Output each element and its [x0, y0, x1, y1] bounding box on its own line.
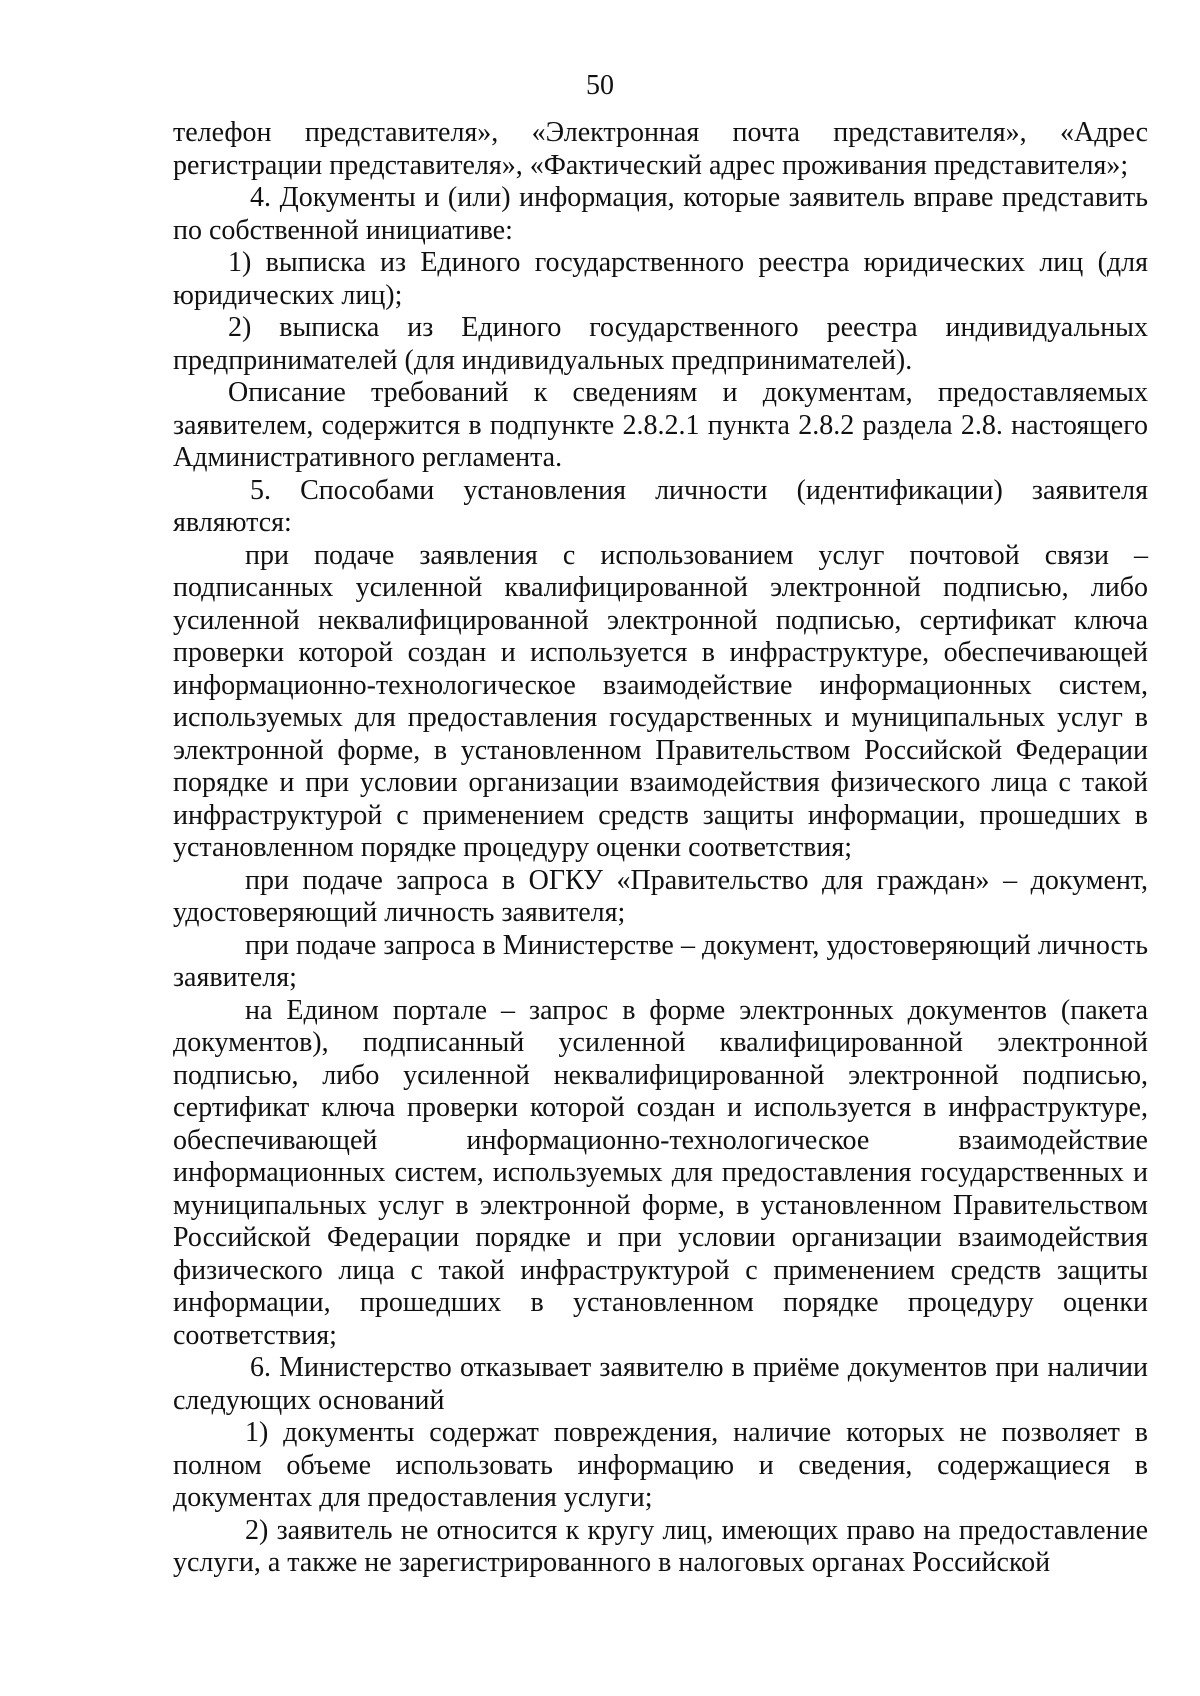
paragraph-postal-submission: при подаче заявления с использованием услуг почтовой связи – подписанных усиленной квалифицированной электронной подписью, либо усиленной неквалифицированной электронной подписью, сертификат ключа проверки которой создан и используется в инфраструктуре, обеспечивающей информационно-технологическое взаимодействие информационных систем, используемых для предоставления государственных и муниципальных услуг в электронной форме, в установленном Правительством Российской Федерации порядке и при условии организации взаимодействия физического лица с такой инфраструктурой с применением средств защиты информации, прошедших в установленном порядке процедуру оценки соответствия; [173, 539, 1148, 863]
paragraph-representative-fields: телефон представителя», «Электронная почта представителя», «Адрес регистрации представителя», «Фактический адрес проживания представителя»; [173, 117, 1148, 181]
document-body [173, 117, 1148, 1580]
paragraph-item-5: 5. Способами установления личности (идентификации) заявителя являются: [173, 474, 1148, 538]
paragraph-ogku-submission: при подаче запроса в ОГКУ «Правительство для граждан» – документ, удостоверяющий личность заявителя; [173, 864, 1148, 928]
paragraph-ministry-submission: при подаче запроса в Министерстве – документ, удостоверяющий личность заявителя; [173, 929, 1148, 993]
paragraph-portal-submission: на Едином портале – запрос в форме электронных документов (пакета документов), подписанный усиленной квалифицированной электронной подписью, либо усиленной неквалифицированной электронной подписью, сертификат ключа проверки которой создан и используется в инфраструктуре, обеспечивающей информационно-технологическое взаимодействие информационных систем, используемых для предоставления государственных и муниципальных услуг в электронной форме, в установленном Правительством Российской Федерации порядке и при условии организации взаимодействия физического лица с такой инфраструктурой с применением средств защиты информации, прошедших в установленном порядке процедуру оценки соответствия; [173, 994, 1148, 1351]
paragraph-item-4-1: 1) выписка из Единого государственного реестра юридических лиц (для юридических лиц); [173, 247, 1148, 311]
page-number: 50 [586, 70, 614, 101]
paragraph-item-6: 6. Министерство отказывает заявителю в приёме документов при наличии следующих оснований [173, 1352, 1148, 1416]
paragraph-requirements-description: Описание требований к сведениям и документам, предоставляемых заявителем, содержится в подпункте 2.8.2.1 пункта 2.8.2 раздела 2.8. настоящего Административного регламента. [173, 377, 1148, 473]
paragraph-item-6-2: 2) заявитель не относится к кругу лиц, имеющих право на предоставление услуги, а также не зарегистрированного в налоговых органах Российской [173, 1514, 1148, 1578]
paragraph-item-4-2: 2) выписка из Единого государственного реестра индивидуальных предпринимателей (для индивидуальных предпринимателей). [173, 312, 1148, 376]
paragraph-item-6-1: 1) документы содержат повреждения, наличие которых не позволяет в полном объеме использовать информацию и сведения, содержащиеся в документах для предоставления услуги; [173, 1417, 1148, 1513]
paragraph-item-4: 4. Документы и (или) информация, которые заявитель вправе представить по собственной инициативе: [173, 182, 1148, 246]
